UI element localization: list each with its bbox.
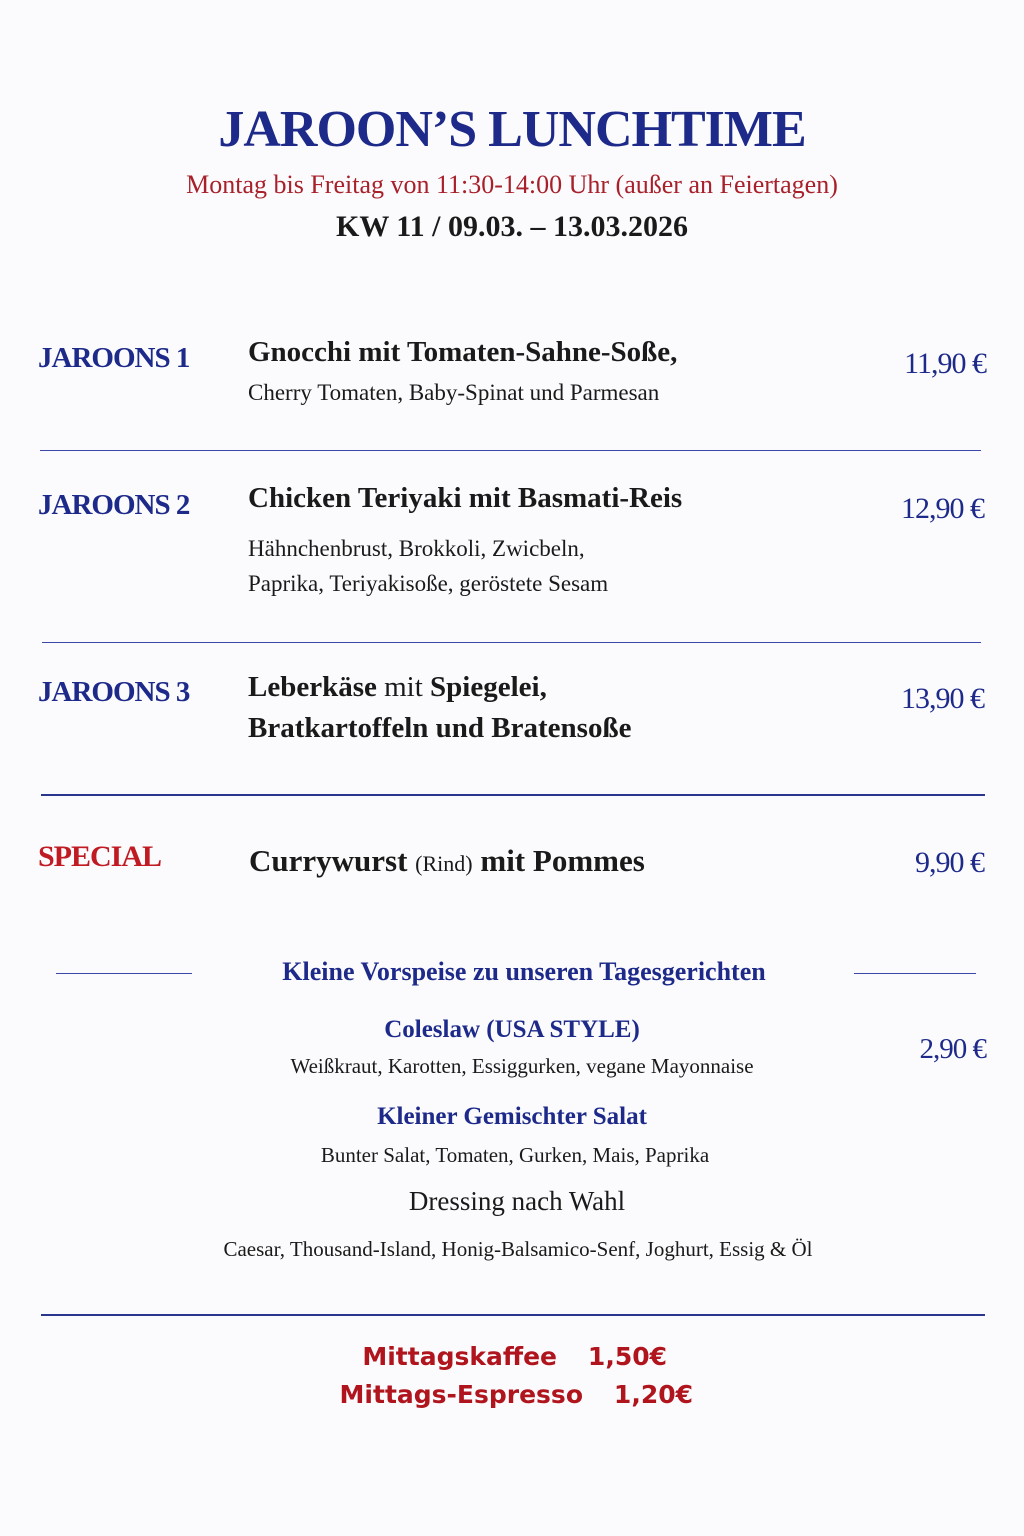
opening-hours: Montag bis Freitag von 11:30-14:00 Uhr (außer an Feiertagen) — [186, 170, 838, 199]
divider — [41, 1314, 985, 1316]
menu-item-3-title — [248, 671, 547, 704]
menu-item-1-title: Gnocchi mit Tomaten-Sahne-Soße, — [248, 336, 678, 368]
menu-item-3-title-line-2: Bratkartoffeln und Bratensoße — [248, 712, 632, 744]
menu-item-3-price: 13,90 € — [901, 682, 984, 715]
starters-heading: Kleine Vorspeise zu unseren Tagesgerichten — [282, 957, 766, 986]
heading-rule-right — [854, 973, 976, 974]
dressing-title: Dressing nach Wahl — [408, 1186, 626, 1216]
menu-item-2-title: Chicken Teriyaki mit Basmati-Reis — [248, 482, 683, 514]
divider — [42, 642, 981, 643]
special-title-part-c: mit Pommes — [480, 843, 645, 878]
drink-espresso-name: Mittags-Espresso — [339, 1380, 583, 1409]
special-title — [249, 843, 645, 879]
coleslaw-name: Coleslaw (USA STYLE) — [384, 1016, 640, 1043]
menu-item-3-title-part-c: Spiegelei, — [430, 671, 547, 703]
divider — [41, 794, 985, 796]
drink-espresso-price: 1,20€ — [613, 1380, 693, 1409]
special-label: SPECIAL — [38, 840, 162, 873]
dressing-options: Caesar, Thousand-Island, Honig-Balsamico-Senf, Joghurt, Essig & Öl — [223, 1237, 813, 1261]
page-title: JAROON’S LUNCHTIME — [218, 101, 806, 158]
heading-rule-left — [56, 973, 192, 974]
starters-price: 2,90 € — [919, 1033, 986, 1065]
salad-description: Bunter Salat, Tomaten, Gurken, Mais, Paprika — [320, 1143, 710, 1167]
drink-row-espresso — [0, 1380, 1024, 1409]
menu-item-3-title-part-b: mit — [376, 671, 431, 703]
week-range: KW 11 / 09.03. – 13.03.2026 — [336, 210, 688, 243]
drink-row-coffee — [0, 1342, 1024, 1371]
special-price: 9,90 € — [915, 846, 984, 879]
special-title-part-b: (Rind) — [415, 851, 473, 876]
divider — [40, 450, 981, 451]
coleslaw-description: Weißkraut, Karotten, Essiggurken, vegane Mayonnaise — [290, 1054, 754, 1078]
salad-name: Kleiner Gemischter Salat — [377, 1103, 647, 1130]
menu-item-1-label: JAROONS 1 — [38, 342, 190, 374]
drink-coffee-price: 1,50€ — [587, 1342, 667, 1371]
menu-item-1-price: 11,90 € — [904, 347, 986, 380]
menu-item-1-description: Cherry Tomaten, Baby-Spinat und Parmesan — [248, 380, 660, 405]
special-title-part-a: Currywurst — [249, 843, 408, 878]
menu-item-3-title-part-a: Leberkäse — [248, 671, 377, 703]
menu-item-2-description-line-2: Paprika, Teriyakisoße, geröstete Sesam — [248, 571, 609, 596]
menu-item-2-label: JAROONS 2 — [38, 489, 190, 521]
menu-item-2-description-line-1: Hähnchenbrust, Brokkoli, Zwicbeln, — [248, 536, 585, 561]
menu-item-3-label: JAROONS 3 — [38, 676, 190, 708]
drink-coffee-name: Mittagskaffee — [362, 1342, 557, 1371]
menu-item-2-price: 12,90 € — [901, 492, 984, 525]
